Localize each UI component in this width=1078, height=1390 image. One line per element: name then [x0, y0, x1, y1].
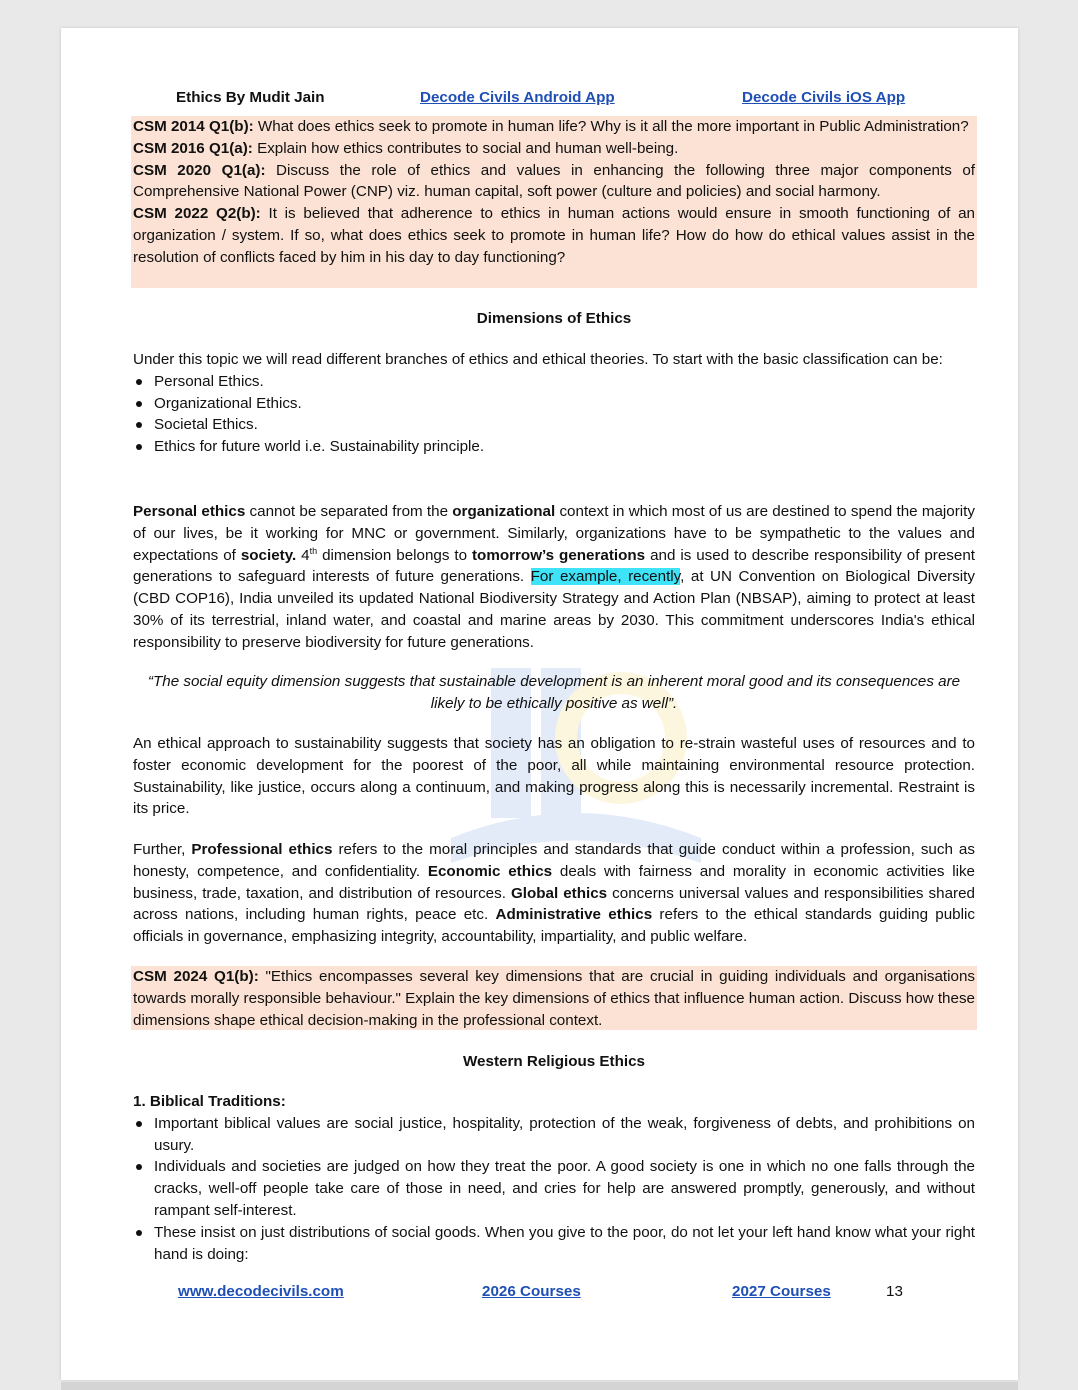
biblical-list	[133, 1113, 975, 1266]
list-item: Organizational Ethics.	[133, 393, 975, 415]
android-app-link[interactable]: Decode Civils Android App	[420, 89, 615, 106]
list-item: Personal Ethics.	[133, 371, 975, 393]
courses-2027-link[interactable]: 2027 Courses	[732, 1283, 831, 1300]
biblical-subheading: 1. Biblical Traditions:	[133, 1093, 286, 1110]
page-footer	[133, 1281, 975, 1303]
courses-2026-link[interactable]: 2026 Courses	[482, 1283, 581, 1300]
list-item: Important biblical values are social justice, hospitality, protection of the weak, forgiveness of debts, and prohibitions on usury.	[133, 1113, 975, 1157]
page-shadow-strip	[61, 1382, 1018, 1390]
website-link[interactable]: www.decodecivils.com	[178, 1283, 344, 1300]
biblical-section	[133, 1091, 975, 1265]
pyq-item: CSM 2014 Q1(b): What does ethics seek to promote in human life? Why is it all the more important in Public Administration?	[133, 118, 969, 135]
paragraph-sustainability: An ethical approach to sustainability suggests that society has an obligation to re-strain wasteful uses of resources and to foster economic development for the poorest of the poor, all while maintaining environmental resource protection. Sustainability, like justice, occurs along a continuum, and making progress along this is necessarily incremental. Restraint is its price.	[133, 735, 975, 818]
pyq-box-mid	[131, 966, 977, 1030]
list-item: Individuals and societies are judged on how they treat the poor. A good society is one in which no one falls through the cracks, well-off people take care of those in need, and cries for help are answered promptly, generously, and without rampant self-interest.	[133, 1156, 975, 1221]
paragraph-personal-ethics: Personal ethics cannot be separated from the organizational context in which most of us are destined to spend the majority of our lives, be it working for MNC or government. Similarly, organizations have to be sympathetic to the values and expectations of society. 4th dimension belongs to tomorrow’s generations and is used to describe responsibility of present generations to safeguard interests of future generations. For example, recently, at UN Convention on Biological Diversity (CBD COP16), India unveiled its updated National Biodiversity Strategy and Action Plan (NBSAP), aiming to protect at least 30% of its terrestrial, inland water, and coastal and marine areas by 2030. This commitment underscores India's ethical responsibility to preserve biodiversity for future generations.	[133, 503, 976, 651]
section-title-western: Western Religious Ethics	[462, 1053, 645, 1070]
classification-list	[133, 371, 975, 458]
section1-intro: Under this topic we will read different branches of ethics and ethical theories. To start with the basic classification can be: Personal Ethics. Organizational Ethics. Societal Ethics. Ethics for future world i.e. Sustainability principle.	[133, 349, 975, 458]
document-page	[61, 28, 1018, 1380]
highlighted-text: For example, recently	[530, 568, 681, 586]
pyq-item: CSM 2016 Q1(a): Explain how ethics contributes to social and human well-being.	[133, 139, 679, 157]
list-item: Societal Ethics.	[133, 414, 975, 436]
pyq-item: CSM 2022 Q2(b): It is believed that adherence to ethics in human actions would ensure in smooth functioning of an organization / system. If so, what does ethics seek to promote in human life? How do how do ethical values assist in the resolution of conflicts faced by him in his day to day functioning?	[133, 205, 976, 266]
pyq-item: CSM 2020 Q1(a): Discuss the role of ethics and values in enhancing the following three major components of Comprehensive National Power (CNP) viz. human capital, soft power (culture and policies) and social harmony.	[133, 161, 975, 201]
pyq-item: CSM 2024 Q1(b): "Ethics encompasses several key dimensions that are crucial in guiding individuals and organisations towards morally responsible behaviour." Explain the key dimensions of ethics that influence human action. Discuss how these dimensions shape ethical decision-making in the professional context.	[133, 968, 976, 1029]
list-item: Ethics for future world i.e. Sustainability principle.	[133, 436, 975, 458]
author-label: Ethics By Mudit Jain	[176, 89, 325, 106]
list-item: These insist on just distributions of social goods. When you give to the poor, do not let your left hand know what your right hand is doing:	[133, 1222, 975, 1266]
ios-app-link[interactable]: Decode Civils iOS App	[742, 89, 906, 106]
page-number: 13	[886, 1283, 903, 1300]
paragraph-ethics-types: Further, Professional ethics refers to the moral principles and standards that guide conduct within a profession, such as honesty, competence, and confidentiality. Economic ethics deals with fairness and morality in economic activities like business, trade, taxation, and distribution of resources. Global ethics concerns universal values and responsibilities shared across nations, including human rights, peace etc. Administrative ethics refers to the ethical standards guiding public officials in governance, emphasizing integrity, accountability, impartiality, and public welfare.	[133, 841, 976, 946]
sustainability-quote: “The social equity dimension suggests that sustainable development is an inherent moral good and its consequences are likely to be ethically positive as well”.	[147, 673, 961, 712]
section-title-dimensions: Dimensions of Ethics	[476, 310, 632, 327]
pyq-box-top	[131, 116, 977, 288]
page-header	[133, 87, 975, 109]
